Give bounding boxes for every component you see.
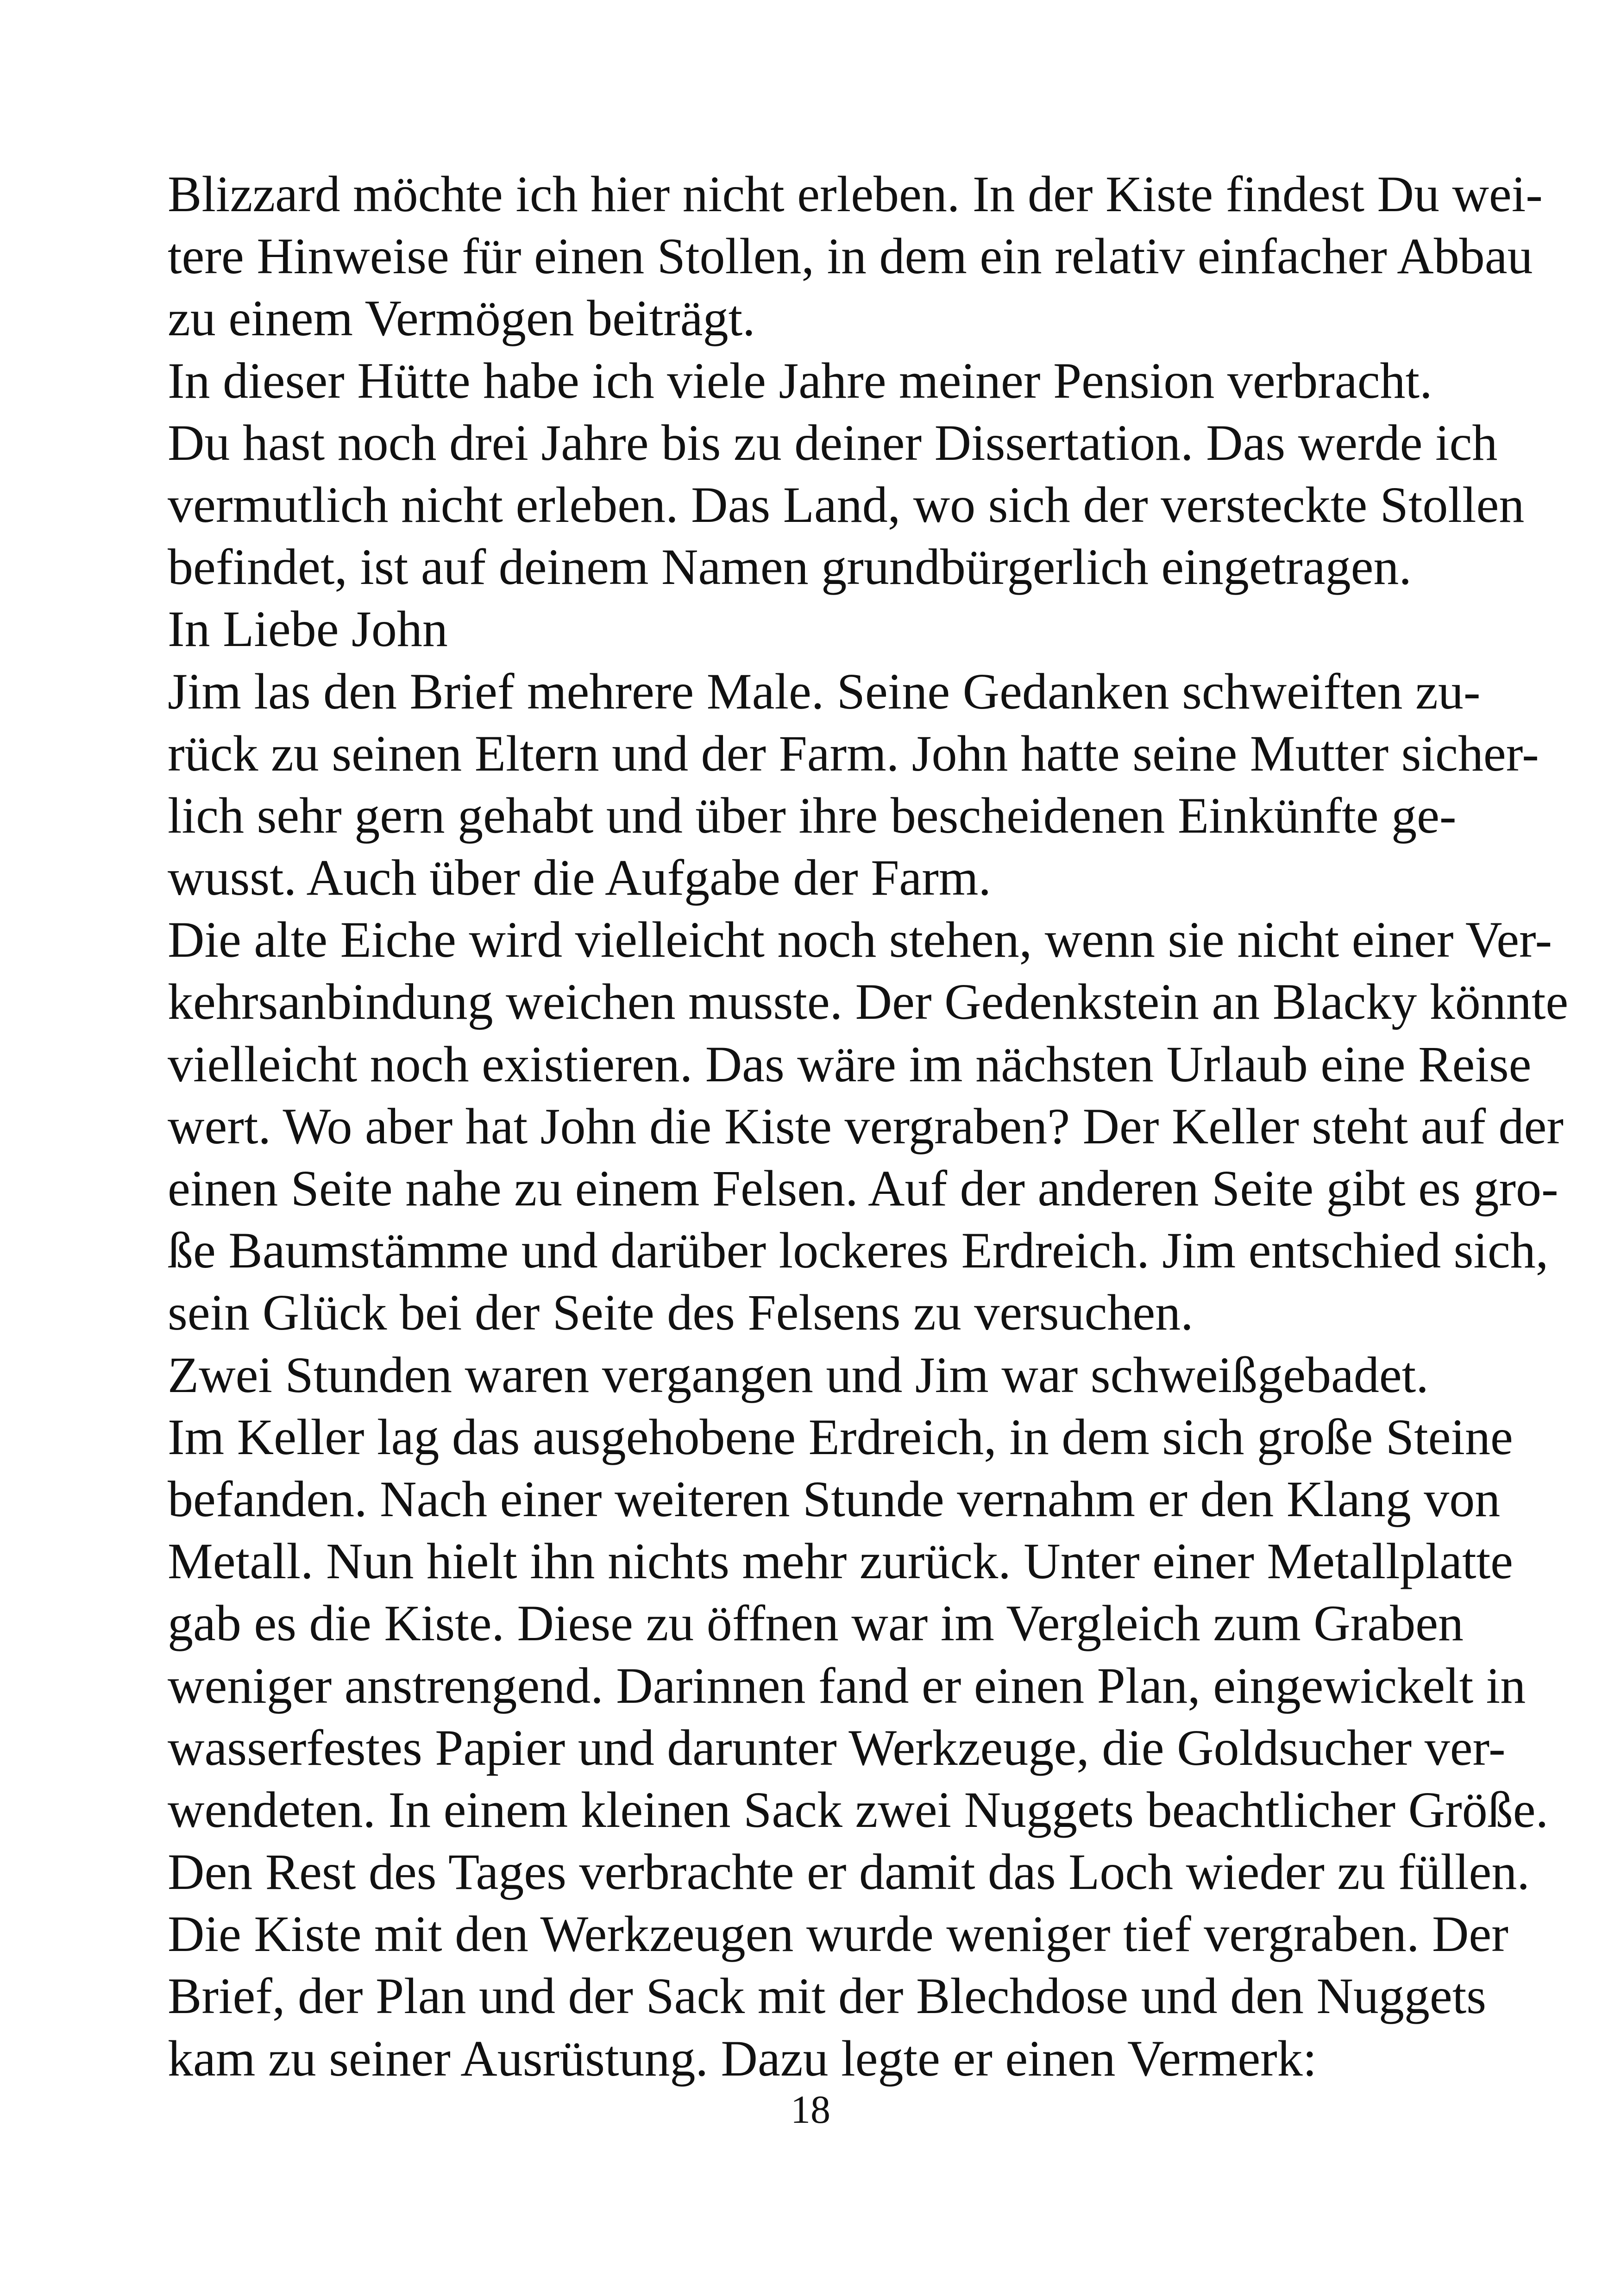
text-line: gab es die Kiste. Diese zu öffnen war im Vergleich zum Graben <box>168 1595 1464 1652</box>
text-line: In Liebe John <box>168 601 448 658</box>
text-line: vielleicht noch existieren. Das wäre im nächsten Urlaub eine Reise <box>168 1035 1532 1092</box>
text-line: Blizzard möchte ich hier nicht erleben. In der Kiste findest Du wei- <box>168 166 1543 222</box>
text-line: Den Rest des Tages verbrachte er damit das Loch wieder zu füllen. <box>168 1844 1530 1901</box>
text-line: Jim las den Brief mehrere Male. Seine Gedanken schweiften zu- <box>168 663 1481 720</box>
text-line: wert. Wo aber hat John die Kiste vergraben? Der Keller steht auf der <box>168 1098 1564 1154</box>
text-line: Die alte Eiche wird vielleicht noch stehen, wenn sie nicht einer Ver- <box>168 911 1552 968</box>
text-line: Du hast noch drei Jahre bis zu deiner Dissertation. Das werde ich <box>168 414 1498 471</box>
text-line: befanden. Nach einer weiteren Stunde vernahm er den Klang von <box>168 1470 1501 1527</box>
text-line: Die Kiste mit den Werkzeugen wurde weniger tief vergraben. Der <box>168 1906 1508 1963</box>
text-line: kehrsanbindung weichen musste. Der Gedenkstein an Blacky könnte <box>168 973 1569 1030</box>
text-line: befindet, ist auf deinem Namen grundbürgerlich eingetragen. <box>168 539 1412 596</box>
body-text <box>168 163 1569 2089</box>
text-line: In dieser Hütte habe ich viele Jahre meiner Pension verbracht. <box>168 352 1433 409</box>
text-line: Metall. Nun hielt ihn nichts mehr zurück. Unter einer Metallplatte <box>168 1533 1513 1590</box>
text-line: vermutlich nicht erleben. Das Land, wo sich der versteckte Stollen <box>168 476 1525 533</box>
text-line: weniger anstrengend. Darinnen fand er einen Plan, eingewickelt in <box>168 1657 1526 1714</box>
text-line: wasserfestes Papier und darunter Werkzeuge, die Goldsucher ver- <box>168 1719 1506 1776</box>
text-line: tere Hinweise für einen Stollen, in dem ein relativ einfacher Abbau <box>168 228 1533 285</box>
text-line: lich sehr gern gehabt und über ihre bescheidenen Einkünfte ge- <box>168 787 1457 844</box>
text-line: rück zu seinen Eltern und der Farm. John hatte seine Mutter sicher- <box>168 725 1539 782</box>
text-line: wusst. Auch über die Aufgabe der Farm. <box>168 849 991 906</box>
text-line: sein Glück bei der Seite des Felsens zu versuchen. <box>168 1284 1194 1341</box>
text-line: Zwei Stunden waren vergangen und Jim war schweißgebadet. <box>168 1346 1429 1403</box>
text-line: zu einem Vermögen beiträgt. <box>168 290 755 347</box>
text-line: Im Keller lag das ausgehobene Erdreich, in dem sich große Steine <box>168 1408 1513 1465</box>
text-line: einen Seite nahe zu einem Felsen. Auf der anderen Seite gibt es gro- <box>168 1160 1558 1217</box>
text-line: ße Baumstämme und darüber lockeres Erdreich. Jim entschied sich, <box>168 1222 1549 1279</box>
text-line: wendeten. In einem kleinen Sack zwei Nuggets beachtlicher Größe. <box>168 1781 1549 1838</box>
text-line: Brief, der Plan und der Sack mit der Blechdose und den Nuggets <box>168 1968 1487 2025</box>
page-number: 18 <box>791 2087 830 2132</box>
text-line: kam zu seiner Ausrüstung. Dazu legte er einen Vermerk: <box>168 2030 1317 2087</box>
